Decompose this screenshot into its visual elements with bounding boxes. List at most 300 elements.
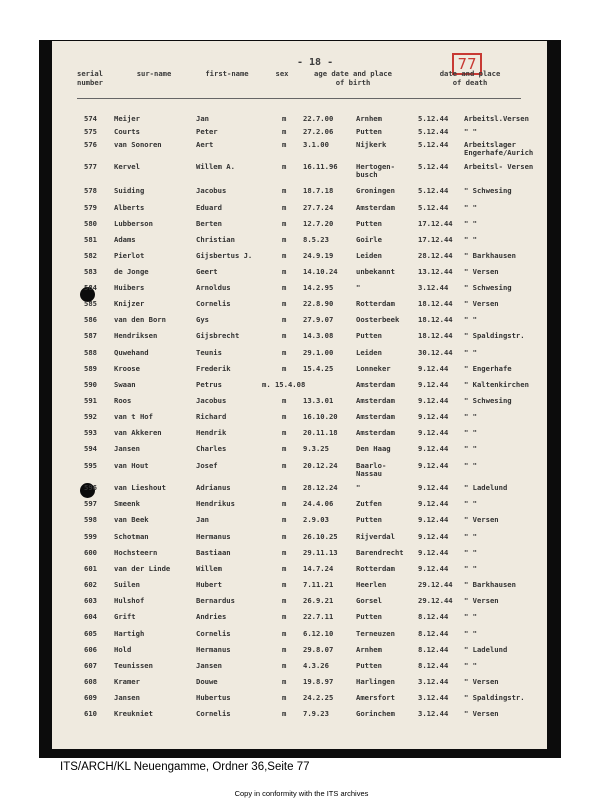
- cell-death-place: " Spaldingstr.: [464, 693, 525, 702]
- cell-birth-date: 13.3.01: [303, 396, 334, 405]
- cell-first-name: Andries: [196, 612, 227, 621]
- cell-death-date: 9.12.44: [418, 499, 449, 508]
- cell-first-name: Willem A.: [196, 162, 235, 171]
- cell-birth-place: Leiden: [356, 251, 382, 260]
- cell-serial: 609: [84, 693, 97, 702]
- cell-death-place: " ": [464, 499, 477, 508]
- cell-death-date: 9.12.44: [418, 532, 449, 541]
- cell-first-name: Arnoldus: [196, 283, 231, 292]
- cell-birth-place: Gorinchem: [356, 709, 395, 718]
- cell-first-name: Douwe: [196, 677, 218, 686]
- cell-first-name: Cornelis: [196, 709, 231, 718]
- cell-surname: Adams: [114, 235, 136, 244]
- cell-death-date: 13.12.44: [418, 267, 453, 276]
- cell-death-date: 5.12.44: [418, 162, 449, 171]
- cell-death-date: 18.12.44: [418, 299, 453, 308]
- cell-surname: Kramer: [114, 677, 140, 686]
- cell-first-name: Hermanus: [196, 532, 231, 541]
- cell-surname: Courts: [114, 127, 140, 136]
- cell-surname: Roos: [114, 396, 132, 405]
- cell-death-date: 5.12.44: [418, 114, 449, 123]
- cell-death-date: 8.12.44: [418, 612, 449, 621]
- cell-first-name: Josef: [196, 461, 218, 470]
- cell-surname: Kervel: [114, 162, 140, 171]
- cell-surname: Meijer: [114, 114, 140, 123]
- cell-death-date: 30.12.44: [418, 348, 453, 357]
- cell-birth-place: Putten: [356, 127, 382, 136]
- cell-surname: Lubberson: [114, 219, 153, 228]
- cell-birth-place: unbekannt: [356, 267, 395, 276]
- cell-death-place: " Kaltenkirchen: [464, 380, 529, 389]
- cell-serial: 589: [84, 364, 97, 373]
- cell-death-place: " Barkhausen: [464, 251, 516, 260]
- cell-birth-date: 9.3.25: [303, 444, 329, 453]
- cell-sex: m: [282, 532, 287, 541]
- cell-death-place: " ": [464, 548, 477, 557]
- cell-surname: Jansen: [114, 444, 140, 453]
- cell-surname: Suilen: [114, 580, 140, 589]
- cell-birth-date: 3.1.00: [303, 140, 329, 149]
- cell-death-date: 5.12.44: [418, 186, 449, 195]
- cell-first-name: Hendrikus: [196, 499, 235, 508]
- cell-sex: m: [282, 515, 287, 524]
- cell-sex: m: [282, 548, 287, 557]
- cell-surname: Schotman: [114, 532, 149, 541]
- cell-birth-date: 14.3.08: [303, 331, 334, 340]
- conformity-note: Copy in conformity with the ITS archives: [234, 789, 369, 798]
- cell-birth-date: 27.9.07: [303, 315, 334, 324]
- cell-serial: 600: [84, 548, 97, 557]
- cell-birth-date: 16.11.96: [303, 162, 338, 171]
- cell-serial: 579: [84, 203, 97, 212]
- cell-first-name: Richard: [196, 412, 227, 421]
- cell-serial: 602: [84, 580, 97, 589]
- cell-death-place: " Versen: [464, 677, 499, 686]
- cell-death-place: " ": [464, 203, 477, 212]
- page-number: - 18 -: [297, 57, 334, 68]
- cell-surname: Pierlot: [114, 251, 145, 260]
- cell-birth-place: Putten: [356, 331, 382, 340]
- cell-serial: 584: [84, 283, 97, 292]
- cell-death-date: 18.12.44: [418, 331, 453, 340]
- cell-birth-place: Rotterdam: [356, 564, 395, 573]
- cell-serial: 586: [84, 315, 97, 324]
- cell-birth-place: Amsterdam: [356, 396, 395, 405]
- cell-birth-date: 14.2.95: [303, 283, 334, 292]
- cell-first-name: Adrianus: [196, 483, 231, 492]
- cell-serial: 596: [84, 483, 97, 492]
- cell-death-place: " Versen: [464, 299, 499, 308]
- cell-birth-date: 28.12.24: [303, 483, 338, 492]
- cell-birth-date: 29.11.13: [303, 548, 338, 557]
- cell-surname: Hartigh: [114, 629, 145, 638]
- cell-birth-date: 12.7.20: [303, 219, 334, 228]
- cell-first-name: Frederik: [196, 364, 231, 373]
- cell-surname: Alberts: [114, 203, 145, 212]
- cell-birth-place: Putten: [356, 219, 382, 228]
- cell-birth-date: 15.4.25: [303, 364, 334, 373]
- cell-birth-place: Barendrecht: [356, 548, 404, 557]
- cell-surname: van Hout: [114, 461, 149, 470]
- cell-serial: 595: [84, 461, 97, 470]
- cell-serial: 607: [84, 661, 97, 670]
- cell-first-name: Aert: [196, 140, 214, 149]
- cell-birth-date: 27.2.06: [303, 127, 334, 136]
- cell-death-date: 28.12.44: [418, 251, 453, 260]
- cell-serial: 603: [84, 596, 97, 605]
- cell-sex: m: [282, 299, 287, 308]
- cell-first-name: Jan: [196, 114, 209, 123]
- cell-sex: m: [282, 596, 287, 605]
- cell-death-date: 29.12.44: [418, 596, 453, 605]
- cell-serial: 605: [84, 629, 97, 638]
- cell-birth-date: 27.7.24: [303, 203, 334, 212]
- cell-serial: 592: [84, 412, 97, 421]
- cell-sex: m: [282, 629, 287, 638]
- archive-stamp-number: 77: [452, 53, 482, 75]
- header-sex: sex: [275, 69, 289, 78]
- cell-birth-place: Rijverdal: [356, 532, 395, 541]
- cell-death-date: 5.12.44: [418, 140, 449, 149]
- cell-sex: m: [282, 251, 287, 260]
- header-surname: sur-name: [136, 69, 172, 78]
- cell-first-name: Christian: [196, 235, 235, 244]
- cell-death-place: Arbeitsl.Versen: [464, 114, 529, 123]
- cell-sex: m: [282, 348, 287, 357]
- cell-birth-date: 4.3.26: [303, 661, 329, 670]
- cell-birth-place: Arnhem: [356, 645, 382, 654]
- cell-birth-place: Putten: [356, 515, 382, 524]
- header-divider: [77, 98, 521, 99]
- cell-sex: m: [282, 140, 287, 149]
- cell-serial: 593: [84, 428, 97, 437]
- cell-sex: m: [282, 499, 287, 508]
- cell-first-name: Teunis: [196, 348, 222, 357]
- cell-death-place: " ": [464, 219, 477, 228]
- cell-first-name: Peter: [196, 127, 218, 136]
- cell-death-date: 9.12.44: [418, 412, 449, 421]
- cell-first-name: Bastiaan: [196, 548, 231, 557]
- cell-serial: 577: [84, 162, 97, 171]
- cell-sex: m: [282, 412, 287, 421]
- cell-birth-date: 20.12.24: [303, 461, 338, 470]
- cell-first-name: Jansen: [196, 661, 222, 670]
- cell-birth-place: Rotterdam: [356, 299, 395, 308]
- cell-surname: Hulshof: [114, 596, 145, 605]
- cell-death-place: " ": [464, 629, 477, 638]
- cell-death-place: " Schwesing: [464, 186, 512, 195]
- cell-first-name: Gijsbertus J.: [196, 251, 253, 260]
- cell-sex: m: [282, 203, 287, 212]
- cell-birth-date: 7.11.21: [303, 580, 334, 589]
- cell-death-date: 9.12.44: [418, 515, 449, 524]
- cell-death-date: 9.12.44: [418, 548, 449, 557]
- header-serial-number: serial number: [77, 69, 103, 87]
- cell-death-place: " ": [464, 348, 477, 357]
- cell-death-date: 9.12.44: [418, 380, 449, 389]
- cell-first-name: Cornelis: [196, 299, 231, 308]
- cell-death-date: 5.12.44: [418, 203, 449, 212]
- cell-sex: m: [282, 114, 287, 123]
- cell-surname: Knijzer: [114, 299, 145, 308]
- cell-surname: Kreukniet: [114, 709, 153, 718]
- cell-death-date: 8.12.44: [418, 629, 449, 638]
- cell-sex: m: [282, 444, 287, 453]
- cell-birth-place: Amersfort: [356, 693, 395, 702]
- cell-surname: Quwehand: [114, 348, 149, 357]
- cell-first-name: Eduard: [196, 203, 222, 212]
- cell-sex: m: [282, 364, 287, 373]
- cell-sex: m: [282, 396, 287, 405]
- cell-death-place: " Versen: [464, 709, 499, 718]
- cell-birth-date: 18.7.18: [303, 186, 334, 195]
- cell-first-name: Charles: [196, 444, 227, 453]
- cell-death-date: 9.12.44: [418, 396, 449, 405]
- cell-death-place: " ": [464, 461, 477, 470]
- cell-death-place: " Schwesing: [464, 396, 512, 405]
- cell-sex: m: [282, 580, 287, 589]
- cell-serial: 591: [84, 396, 97, 405]
- cell-birth-date: 6.12.10: [303, 629, 334, 638]
- cell-death-place: " ": [464, 444, 477, 453]
- cell-sex: m: [282, 677, 287, 686]
- cell-sex: m. 15.4.08: [262, 380, 306, 389]
- cell-serial: 594: [84, 444, 97, 453]
- cell-birth-date: 22.8.90: [303, 299, 334, 308]
- cell-first-name: Jacobus: [196, 396, 227, 405]
- cell-death-place: " ": [464, 127, 477, 136]
- cell-death-date: 9.12.44: [418, 364, 449, 373]
- cell-birth-place: Amsterdam: [356, 203, 395, 212]
- cell-serial: 578: [84, 186, 97, 195]
- cell-sex: m: [282, 661, 287, 670]
- cell-birth-place: Amsterdam: [356, 428, 395, 437]
- cell-death-date: 9.12.44: [418, 444, 449, 453]
- cell-birth-date: 26.10.25: [303, 532, 338, 541]
- cell-death-place: " Ladelund: [464, 645, 508, 654]
- cell-first-name: Cornelis: [196, 629, 231, 638]
- cell-sex: m: [282, 235, 287, 244]
- cell-death-place: " ": [464, 532, 477, 541]
- cell-serial: 590: [84, 380, 97, 389]
- cell-death-date: 8.12.44: [418, 661, 449, 670]
- cell-death-place: " Versen: [464, 596, 499, 605]
- cell-first-name: Berten: [196, 219, 222, 228]
- cell-serial: 585: [84, 299, 97, 308]
- cell-death-date: 18.12.44: [418, 315, 453, 324]
- cell-birth-place: Amsterdam: [356, 412, 395, 421]
- cell-serial: 597: [84, 499, 97, 508]
- cell-serial: 583: [84, 267, 97, 276]
- cell-birth-place: Groningen: [356, 186, 395, 195]
- cell-death-place: Arbeitsl- Versen: [464, 162, 534, 171]
- cell-death-place: " ": [464, 412, 477, 421]
- cell-sex: m: [282, 331, 287, 340]
- cell-serial: 574: [84, 114, 97, 123]
- cell-death-place: " ": [464, 661, 477, 670]
- cell-serial: 601: [84, 564, 97, 573]
- cell-birth-place: Nijkerk: [356, 140, 387, 149]
- cell-birth-place: Leiden: [356, 348, 382, 357]
- cell-birth-date: 8.5.23: [303, 235, 329, 244]
- cell-death-date: 9.12.44: [418, 483, 449, 492]
- cell-death-place: " ": [464, 315, 477, 324]
- cell-first-name: Petrus: [196, 380, 222, 389]
- cell-first-name: Willem: [196, 564, 222, 573]
- cell-surname: Hendriksen: [114, 331, 158, 340]
- cell-sex: m: [282, 483, 287, 492]
- cell-birth-date: 20.11.18: [303, 428, 338, 437]
- cell-death-place: " Schwesing: [464, 283, 512, 292]
- cell-sex: m: [282, 709, 287, 718]
- cell-surname: Grift: [114, 612, 136, 621]
- cell-sex: m: [282, 612, 287, 621]
- cell-death-date: 3.12.44: [418, 709, 449, 718]
- cell-sex: m: [282, 186, 287, 195]
- cell-death-date: 17.12.44: [418, 235, 453, 244]
- cell-death-place: " ": [464, 428, 477, 437]
- cell-first-name: Bernardus: [196, 596, 235, 605]
- cell-sex: m: [282, 127, 287, 136]
- cell-death-date: 9.12.44: [418, 428, 449, 437]
- cell-sex: m: [282, 461, 287, 470]
- cell-birth-date: 26.9.21: [303, 596, 334, 605]
- cell-death-place: Arbeitslager Engerhafe/Aurich: [464, 140, 534, 157]
- cell-birth-place: Terneuzen: [356, 629, 395, 638]
- cell-birth-place: ": [356, 283, 361, 292]
- cell-death-place: " ": [464, 564, 477, 573]
- cell-birth-place: Lonneker: [356, 364, 391, 373]
- cell-sex: m: [282, 283, 287, 292]
- cell-birth-date: 14.10.24: [303, 267, 338, 276]
- cell-serial: 587: [84, 331, 97, 340]
- cell-birth-date: 22.7.00: [303, 114, 334, 123]
- cell-serial: 580: [84, 219, 97, 228]
- cell-birth-place: ": [356, 483, 361, 492]
- cell-surname: van der Linde: [114, 564, 171, 573]
- cell-birth-place: Arnhem: [356, 114, 382, 123]
- cell-birth-date: 7.9.23: [303, 709, 329, 718]
- cell-surname: Swaan: [114, 380, 136, 389]
- cell-death-date: 8.12.44: [418, 645, 449, 654]
- cell-surname: van den Born: [114, 315, 166, 324]
- cell-surname: Smeenk: [114, 499, 140, 508]
- cell-death-place: " Barkhausen: [464, 580, 516, 589]
- cell-first-name: Jan: [196, 515, 209, 524]
- cell-birth-date: 22.7.11: [303, 612, 334, 621]
- cell-first-name: Hendrik: [196, 428, 227, 437]
- cell-surname: van Akkeren: [114, 428, 162, 437]
- cell-serial: 604: [84, 612, 97, 621]
- cell-death-place: " Engerhafe: [464, 364, 512, 373]
- cell-birth-place: Putten: [356, 612, 382, 621]
- cell-birth-place: Zutfen: [356, 499, 382, 508]
- cell-sex: m: [282, 564, 287, 573]
- cell-birth-place: Oosterbeek: [356, 315, 400, 324]
- cell-birth-place: Amsterdam: [356, 380, 395, 389]
- cell-serial: 599: [84, 532, 97, 541]
- cell-serial: 610: [84, 709, 97, 718]
- cell-birth-place: Goirle: [356, 235, 382, 244]
- cell-birth-date: 24.9.19: [303, 251, 334, 260]
- cell-birth-date: 29.1.00: [303, 348, 334, 357]
- cell-serial: 575: [84, 127, 97, 136]
- cell-sex: m: [282, 219, 287, 228]
- cell-serial: 606: [84, 645, 97, 654]
- cell-sex: m: [282, 645, 287, 654]
- cell-death-place: " ": [464, 612, 477, 621]
- cell-death-place: " Ladelund: [464, 483, 508, 492]
- cell-death-place: " Versen: [464, 267, 499, 276]
- cell-sex: m: [282, 428, 287, 437]
- header-birth: age date and place of birth: [314, 69, 392, 87]
- cell-first-name: Gijsbrecht: [196, 331, 240, 340]
- cell-surname: van Lieshout: [114, 483, 166, 492]
- cell-surname: Suiding: [114, 186, 145, 195]
- header-first-name: first-name: [205, 69, 249, 78]
- cell-serial: 608: [84, 677, 97, 686]
- cell-first-name: Geert: [196, 267, 218, 276]
- cell-surname: Teunissen: [114, 661, 153, 670]
- cell-birth-date: 19.8.97: [303, 677, 334, 686]
- cell-first-name: Jacobus: [196, 186, 227, 195]
- cell-death-place: " Spaldingstr.: [464, 331, 525, 340]
- cell-birth-date: 2.9.03: [303, 515, 329, 524]
- cell-serial: 576: [84, 140, 97, 149]
- cell-sex: m: [282, 162, 287, 171]
- cell-serial: 598: [84, 515, 97, 524]
- cell-death-date: 3.12.44: [418, 283, 449, 292]
- cell-death-place: " Versen: [464, 515, 499, 524]
- cell-birth-date: 24.4.06: [303, 499, 334, 508]
- cell-surname: Hochsteern: [114, 548, 158, 557]
- cell-death-date: 5.12.44: [418, 127, 449, 136]
- cell-surname: Hold: [114, 645, 132, 654]
- cell-death-date: 9.12.44: [418, 564, 449, 573]
- cell-birth-date: 14.7.24: [303, 564, 334, 573]
- cell-birth-place: Harlingen: [356, 677, 395, 686]
- cell-surname: van t Hof: [114, 412, 153, 421]
- cell-birth-place: Gorsel: [356, 596, 382, 605]
- cell-death-date: 29.12.44: [418, 580, 453, 589]
- cell-serial: 581: [84, 235, 97, 244]
- cell-sex: m: [282, 693, 287, 702]
- cell-surname: Huibers: [114, 283, 145, 292]
- cell-surname: Kroose: [114, 364, 140, 373]
- cell-sex: m: [282, 267, 287, 276]
- cell-surname: Jansen: [114, 693, 140, 702]
- cell-serial: 582: [84, 251, 97, 260]
- cell-death-date: 9.12.44: [418, 461, 449, 470]
- cell-birth-date: 24.2.25: [303, 693, 334, 702]
- archive-reference: ITS/ARCH/KL Neuengamme, Ordner 36,Seite 77: [60, 761, 310, 773]
- cell-death-place: " ": [464, 235, 477, 244]
- cell-birth-place: Den Haag: [356, 444, 391, 453]
- cell-first-name: Hubert: [196, 580, 222, 589]
- cell-serial: 588: [84, 348, 97, 357]
- cell-birth-place: Putten: [356, 661, 382, 670]
- cell-surname: de Jonge: [114, 267, 149, 276]
- cell-birth-date: 29.8.07: [303, 645, 334, 654]
- cell-first-name: Hubertus: [196, 693, 231, 702]
- header-death: date and place of death: [439, 69, 501, 87]
- cell-surname: van Sonoren: [114, 140, 162, 149]
- cell-death-date: 3.12.44: [418, 693, 449, 702]
- cell-death-date: 3.12.44: [418, 677, 449, 686]
- cell-surname: van Beek: [114, 515, 149, 524]
- cell-first-name: Gys: [196, 315, 209, 324]
- cell-first-name: Hermanus: [196, 645, 231, 654]
